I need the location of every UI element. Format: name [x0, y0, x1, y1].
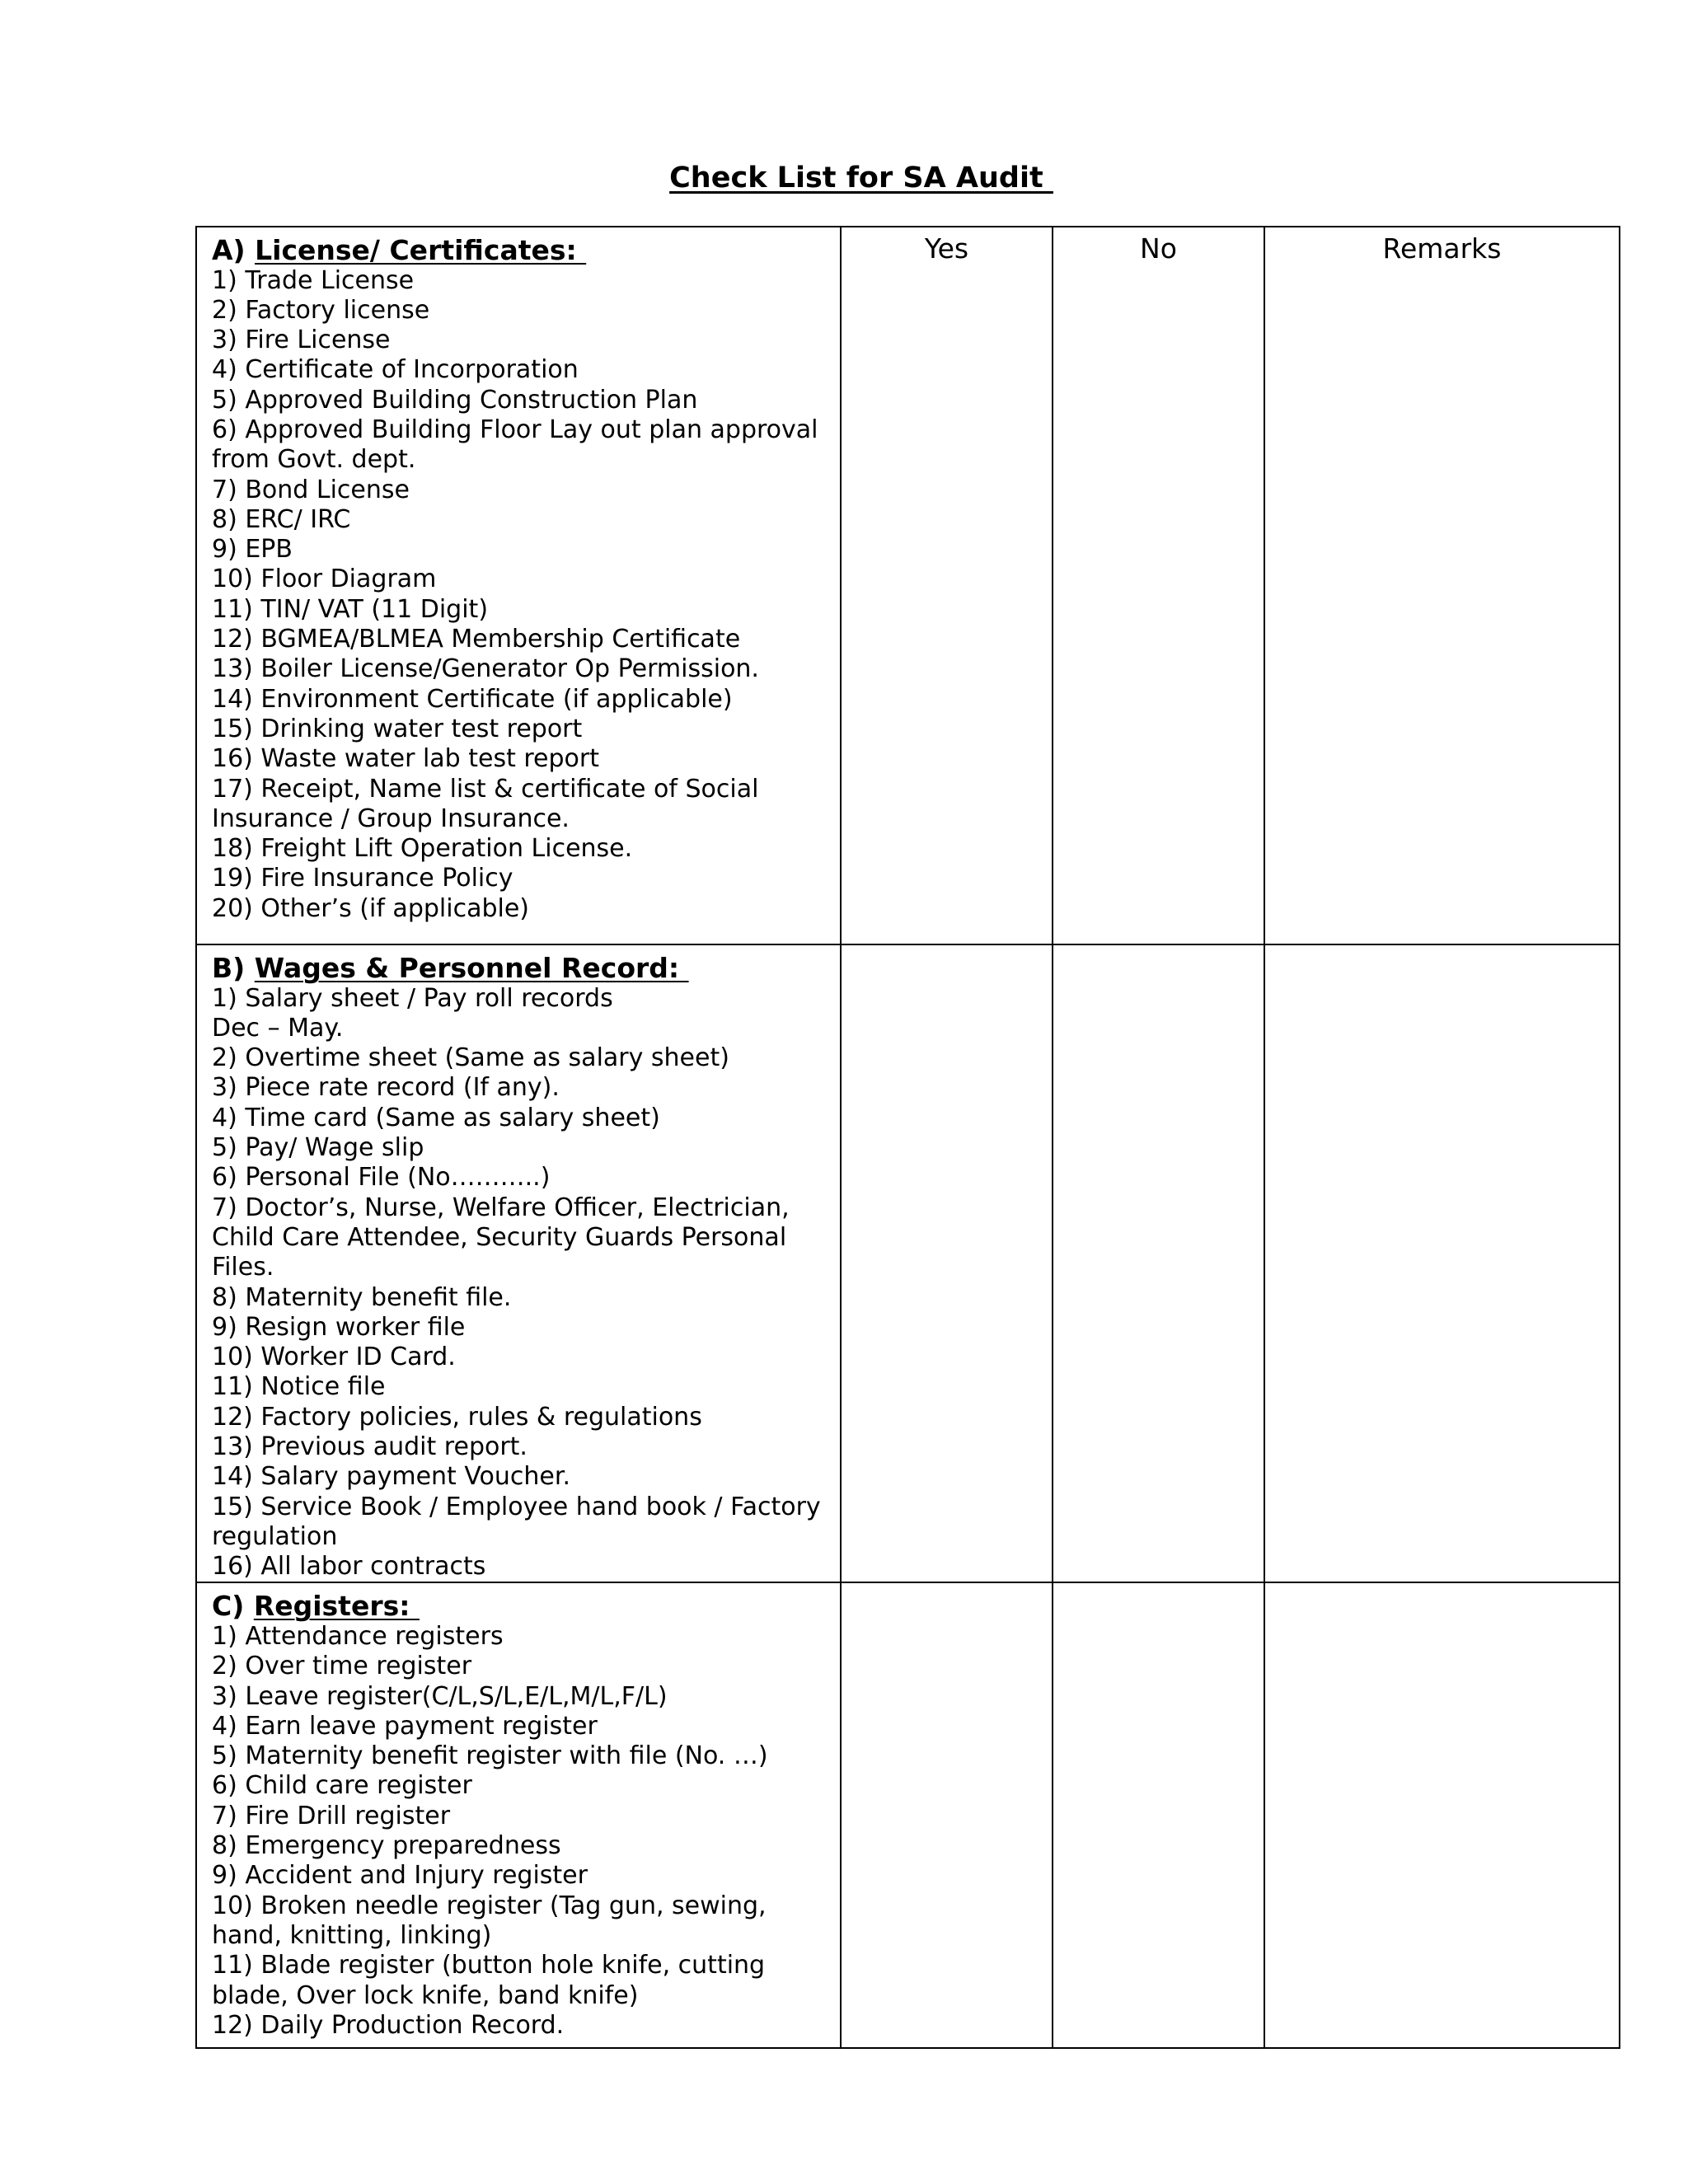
- remarks-cell-c[interactable]: [1264, 1582, 1620, 2048]
- checklist-item: 6) Child care register: [212, 1771, 472, 1801]
- section-row-b: [196, 944, 1620, 1582]
- checklist-item: 11) TIN/ VAT (11 Digit): [212, 594, 489, 624]
- page-title: [0, 158, 1688, 198]
- checklist-item: 19) Fire Insurance Policy: [212, 864, 513, 893]
- checklist-item: 2) Over time register: [212, 1652, 472, 1681]
- checklist-item: 13) Boiler License/Generator Op Permission.: [212, 654, 759, 684]
- checklist-item: 7) Fire Drill register: [212, 1801, 451, 1830]
- section-heading-b: [212, 954, 832, 984]
- item-list-c: [212, 1622, 832, 2041]
- checklist-item: 8) Emergency preparedness: [212, 1831, 561, 1861]
- checklist-item: 16) Waste water lab test report: [212, 744, 600, 774]
- checklist-item: 9) Accident and Injury register: [212, 1861, 588, 1891]
- section-row-c: [196, 1582, 1620, 2048]
- checklist-item: 15) Drinking water test report: [212, 714, 583, 743]
- yes-cell-a[interactable]: [841, 227, 1053, 944]
- checklist-item: 3) Fire License: [212, 326, 391, 355]
- yes-cell-c[interactable]: [841, 1582, 1053, 2048]
- checklist-item: Dec – May.: [212, 1013, 344, 1043]
- checklist-item: 5) Maternity benefit register with file (No. …): [212, 1741, 768, 1771]
- checklist-item: 1) Attendance registers: [212, 1621, 504, 1651]
- checklist-item: 10) Worker ID Card.: [212, 1343, 456, 1372]
- remarks-cell-b[interactable]: [1264, 944, 1620, 1582]
- section-name: Registers:: [253, 1590, 420, 1623]
- page-title-text: Check List for SA Audit: [669, 162, 1053, 194]
- checklist-item: 8) ERC/ IRC: [212, 504, 351, 534]
- section-letter: B): [212, 952, 246, 985]
- checklist-item: 4) Earn leave payment register: [212, 1711, 598, 1741]
- item-list-b: [212, 984, 832, 1582]
- checklist-item: 12) BGMEA/BLMEA Membership Certificate: [212, 625, 741, 654]
- section-name: Wages & Personnel Record:: [254, 952, 689, 985]
- checklist-item: 10) Broken needle register (Tag gun, sewing, hand, knitting, linking): [212, 1891, 767, 1950]
- column-header-yes: Yes: [924, 232, 969, 265]
- section-letter: C): [212, 1590, 245, 1623]
- no-cell-c[interactable]: [1053, 1582, 1264, 2048]
- checklist-item: 3) Piece rate record (If any).: [212, 1073, 560, 1103]
- checklist-item: 6) Personal File (No………..): [212, 1163, 551, 1193]
- column-header-no: No: [1140, 232, 1177, 265]
- checklist-item: 5) Pay/ Wage slip: [212, 1133, 424, 1163]
- checklist-item: 2) Overtime sheet (Same as salary sheet): [212, 1043, 729, 1073]
- checklist-item: 3) Leave register(C/L,S/L,E/L,M/L,F/L): [212, 1681, 668, 1711]
- checklist-item: 17) Receipt, Name list & certificate of Social Insurance / Group Insurance.: [212, 774, 759, 833]
- checklist-item: 4) Certificate of Incorporation: [212, 355, 579, 385]
- checklist-table: [195, 226, 1620, 2049]
- checklist-item: 5) Approved Building Construction Plan: [212, 385, 698, 415]
- checklist-item: 18) Freight Lift Operation License.: [212, 834, 633, 864]
- checklist-item: 14) Environment Certificate (if applicable): [212, 684, 733, 714]
- checklist-item: 10) Floor Diagram: [212, 565, 437, 594]
- checklist-item: 1) Trade License: [212, 265, 415, 295]
- section-heading-a: [212, 236, 832, 266]
- section-letter: A): [212, 234, 246, 266]
- checklist-item: 15) Service Book / Employee hand book / Factory regulation: [212, 1492, 821, 1551]
- checklist-item: 1) Salary sheet / Pay roll records: [212, 983, 613, 1013]
- no-cell-a[interactable]: [1053, 227, 1264, 944]
- section-row-a: [196, 227, 1620, 944]
- checklist-item: 12) Factory policies, rules & regulations: [212, 1402, 702, 1432]
- checklist-item: 16) All labor contracts: [212, 1552, 486, 1582]
- checklist-item: 8) Maternity benefit file.: [212, 1282, 512, 1312]
- section-a-items-cell: [196, 227, 841, 944]
- section-c-items-cell: [196, 1582, 841, 2048]
- section-heading-c: [212, 1591, 832, 1622]
- checklist-item: 13) Previous audit report.: [212, 1432, 528, 1461]
- checklist-item: 7) Bond License: [212, 475, 410, 504]
- checklist-item: 11) Blade register (button hole knife, cutting blade, Over lock knife, band knife): [212, 1951, 766, 2010]
- remarks-cell-a[interactable]: [1264, 227, 1620, 944]
- column-header-remarks: Remarks: [1382, 232, 1502, 265]
- no-cell-b[interactable]: [1053, 944, 1264, 1582]
- item-list-a: [212, 266, 832, 925]
- checklist-item: 12) Daily Production Record.: [212, 2010, 565, 2040]
- section-name: License/ Certificates:: [255, 234, 587, 266]
- section-b-items-cell: [196, 944, 841, 1582]
- checklist-item: 14) Salary payment Voucher.: [212, 1462, 570, 1492]
- checklist-item: 7) Doctor’s, Nurse, Welfare Officer, Electrician, Child Care Attendee, Security Guards Personal Files.: [212, 1193, 790, 1282]
- checklist-item: 4) Time card (Same as salary sheet): [212, 1103, 660, 1132]
- yes-cell-b[interactable]: [841, 944, 1053, 1582]
- checklist-item: 20) Other’s (if applicable): [212, 893, 529, 923]
- checklist-item: 2) Factory license: [212, 295, 430, 325]
- checklist-item: 11) Notice file: [212, 1372, 386, 1402]
- checklist-item: 6) Approved Building Floor Lay out plan approval from Govt. dept.: [212, 415, 818, 475]
- checklist-item: 9) Resign worker file: [212, 1312, 466, 1342]
- checklist-item: 9) EPB: [212, 535, 293, 565]
